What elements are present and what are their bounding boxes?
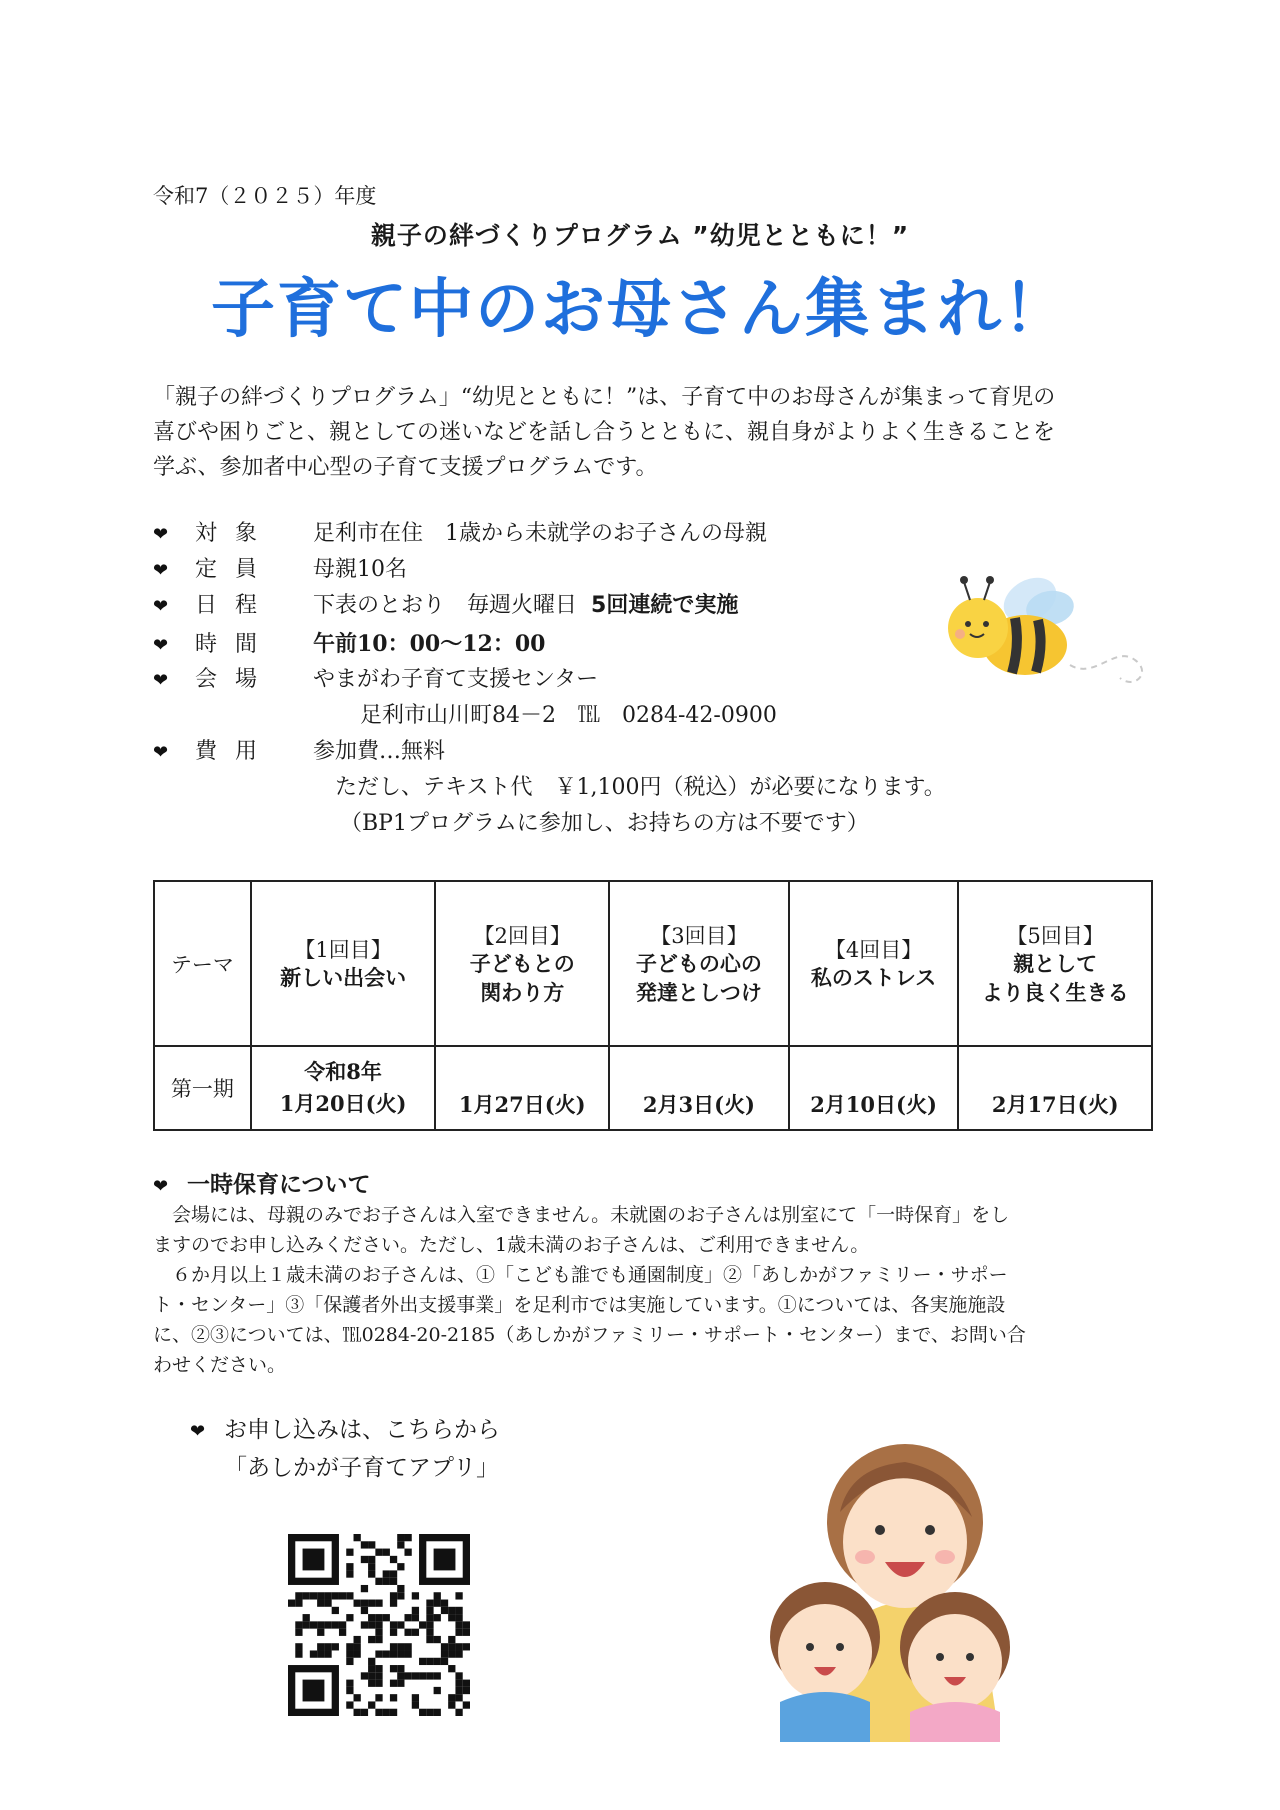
childcare-line: ト・センター」③「保護者外出支援事業」を足利市では実施しています。①については、各実施施設 — [153, 1294, 1006, 1316]
date-text: 2月3日(火) — [642, 1092, 755, 1117]
info-label: 時間 — [195, 632, 276, 657]
info-target — [153, 516, 767, 552]
childcare-line: に、②③については、℡0284-20-2185（あしかがファミリー・サポート・センター）まで、お問い合 — [153, 1324, 1026, 1346]
session-number: 【2回目】 — [473, 923, 571, 948]
heart-icon: ❤ — [153, 596, 169, 617]
date-cell — [789, 1046, 959, 1130]
theme-text: 私のストレス — [810, 966, 937, 990]
bee-illustration — [920, 560, 1160, 700]
theme-cell — [251, 881, 436, 1046]
date-text: 1月20日(火) — [279, 1091, 407, 1116]
date-cell — [251, 1046, 436, 1130]
apply-section — [190, 1412, 500, 1486]
fee-note: ただし、テキスト代 ￥1,100円（税込）が必要になります。 — [335, 775, 946, 800]
info-value: 足利市在住 1歳から未就学のお子さんの母親 — [313, 521, 767, 546]
intro-line: 「親子の絆づくりプログラム」“幼児とともに！”は、子育て中のお母さんが集まって育児の — [153, 385, 1056, 410]
heart-icon: ❤ — [153, 560, 169, 581]
childcare-line: ますのでお申し込みください。ただし、1歳未満のお子さんは、ご利用できません。 — [153, 1234, 870, 1256]
theme-cell — [789, 881, 959, 1046]
schedule-table — [153, 880, 1153, 1131]
session-number: 【3回目】 — [650, 923, 748, 948]
info-value: 下表のとおり 毎週火曜日 — [313, 593, 578, 618]
theme-text: より良く生きる — [981, 980, 1129, 1005]
info-label: 日程 — [195, 593, 276, 618]
fee-note: （BP1プログラムに参加し、お持ちの方は不要です） — [340, 811, 869, 836]
session-number: 【5回目】 — [1006, 923, 1104, 948]
theme-text: 発達としつけ — [635, 980, 762, 1005]
date-text: 2月10日(火) — [810, 1092, 937, 1117]
childcare-line: ６か月以上１歳未満のお子さんは、①「こども誰でも通園制度」②「あしかがファミリー・サポー — [153, 1264, 1008, 1286]
childcare-text — [153, 1200, 1133, 1380]
theme-text: 関わり方 — [480, 980, 565, 1005]
heart-icon: ❤ — [153, 670, 169, 691]
info-value: 母親10名 — [313, 557, 407, 582]
childcare-line: 会場には、母親のみでお子さんは入室できません。未就園のお子さんは別室にて「一時保育」をし — [153, 1204, 1010, 1226]
theme-text: 新しい出会い — [280, 966, 407, 990]
theme-cell — [609, 881, 789, 1046]
venue-address: 足利市山川町84－2 ℡ 0284-42-0900 — [360, 703, 777, 728]
info-label: 対象 — [195, 521, 276, 546]
info-label: 定員 — [195, 557, 276, 582]
fiscal-year: 令和7（２０２５）年度 — [153, 184, 377, 208]
info-value-bold: 5回連続で実施 — [591, 593, 739, 618]
info-venue — [153, 662, 598, 698]
info-value: 午前10：00～12：00 — [313, 631, 546, 657]
heart-icon: ❤ — [153, 742, 169, 763]
headline: 子育て中のお母さん集まれ！ — [211, 273, 1069, 347]
info-fee — [153, 734, 445, 770]
childcare-heading-text: 一時保育について — [187, 1172, 371, 1198]
info-value: やまがわ子育て支援センター — [313, 667, 599, 692]
childcare-heading — [153, 1166, 371, 1199]
heart-icon: ❤ — [153, 1176, 169, 1197]
table-row — [154, 1046, 1152, 1130]
info-label: 会場 — [195, 667, 276, 692]
mother-children-illustration — [740, 1412, 1070, 1742]
info-time — [153, 626, 545, 662]
theme-text: 子どもとの — [469, 951, 575, 976]
app-name: 「あしかが子育てアプリ」 — [224, 1455, 500, 1481]
date-cell — [435, 1046, 609, 1130]
theme-text: 子どもの心の — [635, 951, 762, 976]
date-cell — [958, 1046, 1152, 1130]
program-title: 親子の絆づくりプログラム ”幼児とともに！” — [370, 221, 910, 250]
intro-line: 学ぶ、参加者中心型の子育て支援プログラムです。 — [153, 455, 658, 480]
heart-icon: ❤ — [153, 635, 169, 656]
table-row — [154, 881, 1152, 1046]
info-label: 費用 — [195, 739, 276, 764]
info-capacity — [153, 552, 407, 588]
date-year: 令和8年 — [304, 1059, 382, 1084]
session-number: 【1回目】 — [294, 938, 392, 962]
theme-cell — [435, 881, 609, 1046]
session-number: 【4回目】 — [824, 938, 923, 962]
childcare-line: わせください。 — [153, 1354, 287, 1376]
intro-line: 喜びや困りごと、親としての迷いなどを話し合うとともに、親自身がよりよく生きることを — [153, 420, 1056, 445]
date-cell — [609, 1046, 789, 1130]
row-label: 第一期 — [154, 1046, 251, 1130]
date-text: 2月17日(火) — [991, 1092, 1119, 1117]
theme-cell — [958, 881, 1152, 1046]
info-schedule — [153, 588, 738, 624]
date-text: 1月27日(火) — [458, 1092, 586, 1117]
apply-text: お申し込みは、こちらから — [224, 1417, 500, 1443]
intro-paragraph — [153, 380, 1133, 485]
heart-icon: ❤ — [190, 1421, 206, 1442]
row-label: テーマ — [154, 881, 251, 1046]
theme-text: 親として — [1013, 951, 1098, 976]
info-value: 参加費…無料 — [313, 739, 446, 764]
qr-code[interactable] — [288, 1534, 470, 1716]
heart-icon: ❤ — [153, 524, 169, 545]
